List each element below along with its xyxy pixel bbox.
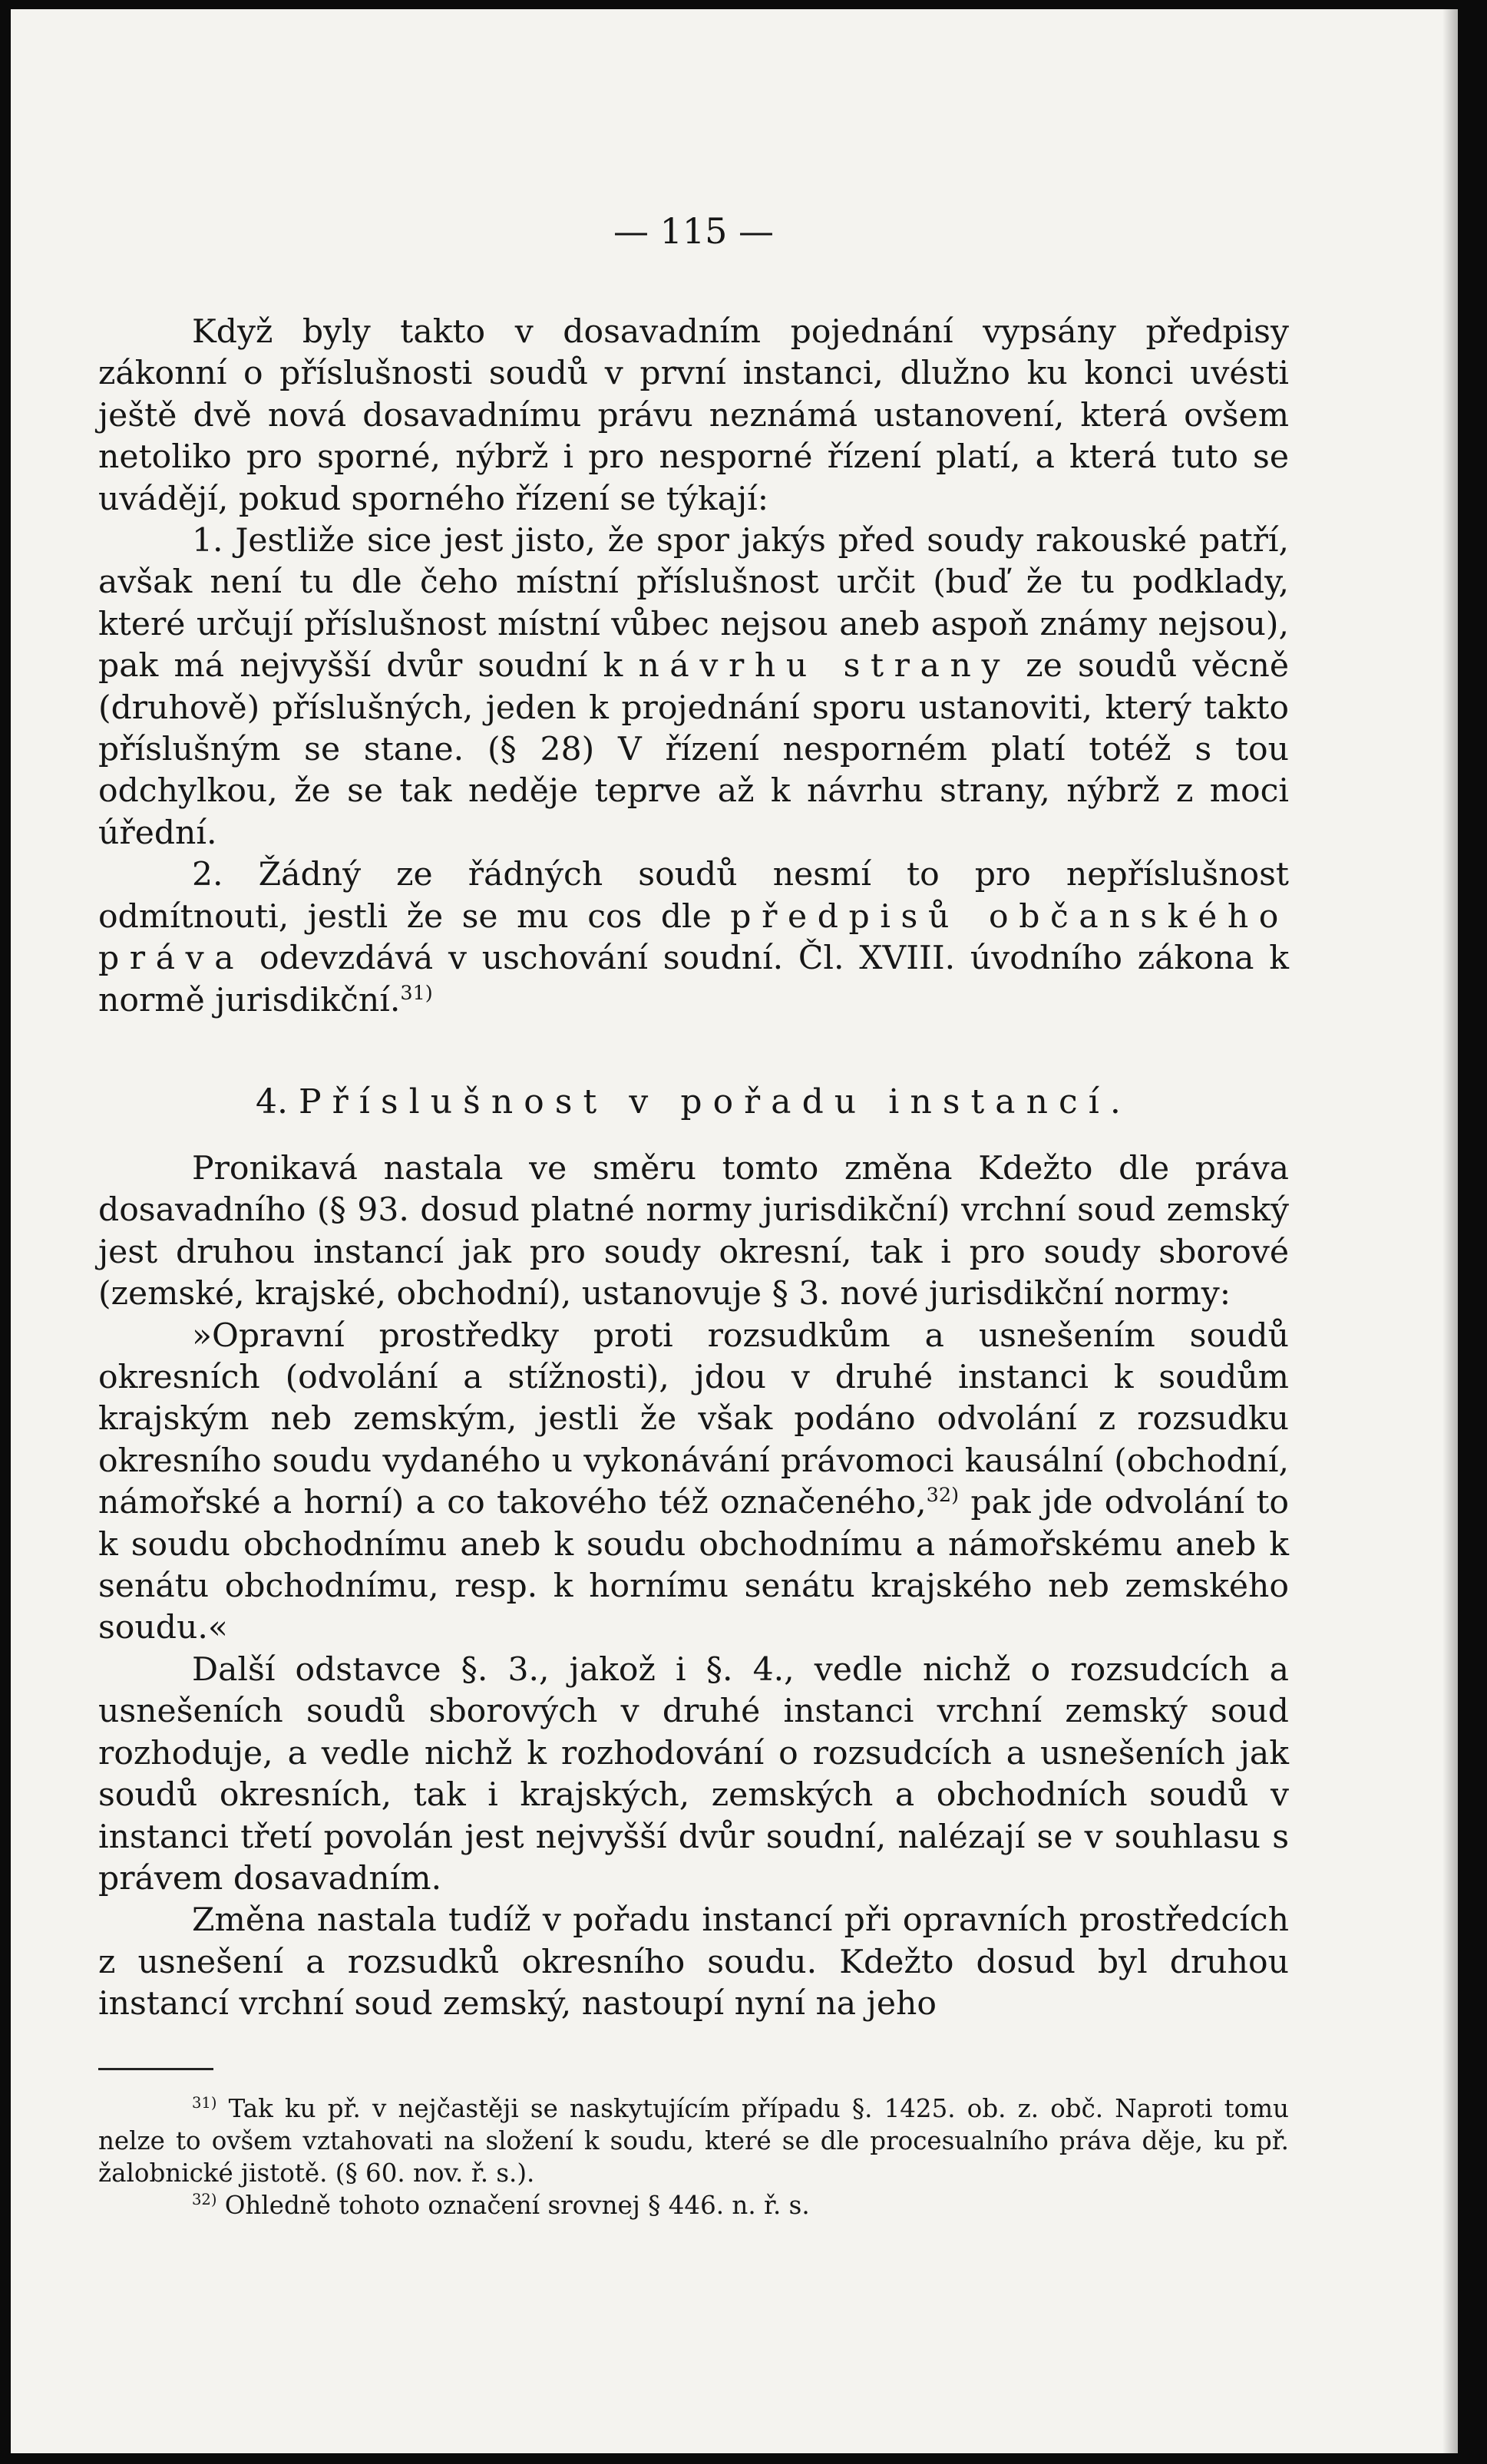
footnotes xyxy=(98,2092,1289,2221)
footnote-divider xyxy=(98,2068,213,2070)
footnote-32: $^{32)}$ Ohledně tohoto označení srovnej § 446. n. ř. s. xyxy=(192,2191,810,2220)
paragraph-point-1: 1. Jestliže sice jest jisto, že spor jakýs před soudy rakouské patří, avšak není tu dle čeho místní příslušnost určit (buď že tu podklady, které určují příslušnost místní vůbec nejsou aneb aspoň známy nejsou), pak má nejvyšší dvůr soudní k návrhu strany ze soudů věcně (druhově) příslušných, jeden k projednání sporu ustanoviti, který takto příslušným se stane. (§ 28) V řízení nesporném platí totéž s tou odchylkou, že se tak neděje teprve až k návrhu strany, nýbrž z moci úřední. xyxy=(98,522,1289,852)
section-number: 4. xyxy=(256,1082,288,1121)
paragraph-change: Pronikavá nastala ve směru tomto změna Kdežto dle práva dosavadního (§ 93. dosud platné normy jurisdikční) vrchní soud zemský jest druhou instancí jak pro soudy okresní, tak i pro soudy sborové (zemské, krajské, obchodní), ustanovuje § 3. nové jurisdikční normy: xyxy=(98,1150,1289,1313)
emphasis-text: návrhu strany xyxy=(638,647,1011,685)
page-number: — 115 — xyxy=(613,210,775,252)
footnote-ref: 31) xyxy=(400,981,433,1005)
footnote-ref: 32) xyxy=(926,1484,960,1508)
text-block-upper xyxy=(98,312,1289,1022)
text-block-lower xyxy=(98,1148,1289,2026)
footnote-mark: 32) xyxy=(192,2191,217,2209)
paragraph-point-2: 2. Žádný ze řádných soudů nesmí to pro nepříslušnost odmítnouti, jestli že se mu cos dle předpisů občanského práva odevzdává v uschování soudní. Čl. XVIII. úvodního zákona k normě jurisdikční.$^{31)}$ xyxy=(98,856,1289,1019)
book-page xyxy=(11,9,1458,2453)
paragraph-quote: »Opravní prostředky proti rozsudkům a usnešením soudů okresních (odvolání a stížnosti), jdou v druhé instanci k soudům krajským neb zemským, jestli že však podáno odvolání z rozsudku okresního soudu vydaného u vykonávání právomoci kausální (obchodní, námořské a horní) a co takového též označeného,$^{32)}$ pak jde odvolání to k soudu obchodnímu aneb k soudu obchodnímu a námořskému aneb k senátu obchodnímu, resp. k hornímu senátu krajského neb zemského soudu.« xyxy=(98,1316,1290,1647)
section-heading xyxy=(98,1082,1289,1121)
section-title: Příslušnost v pořadu instancí. xyxy=(299,1082,1132,1121)
paragraph-intro: Když byly takto v dosavadním pojednání vypsány předpisy zákonní o příslušnosti soudů v první instanci, dlužno ku konci uvésti ještě dvě nová dosavadnímu právu neznámá ustanovení, která ovšem netoliko pro sporné, nýbrž i pro nesporné řízení platí, a která tuto se uvádějí, pokud sporného řízení se týkají: xyxy=(98,313,1289,518)
footnote-mark: 31) xyxy=(192,2094,217,2112)
footnote-31: $^{31)}$ Tak ku př. v nejčastěji se naskytujícím případu §. 1425. ob. z. obč. Naproti tomu nelze to ovšem vztahovati na složení k soudu, které se dle procesualního práva děje, ku př. žalobnické jistotě. (§ 60. nov. ř. s.). xyxy=(98,2094,1289,2188)
paragraph-further: Další odstavce §. 3., jakož i §. 4., vedle nichž o rozsudcích a usnešeních soudů sborových v druhé instanci vrchní zemský soud rozhoduje, a vedle nichž k rozhodování o rozsudcích a usnešeních jak soudů okresních, tak i krajských, zemských a obchodních soudů v instanci třetí povolán jest nejvyšší dvůr soudní, nalézají se v souhlasu s právem dosavadním. xyxy=(98,1650,1289,1898)
paragraph-conclusion: Změna nastala tudíž v pořadu instancí při opravních prostředcích z usnešení a rozsudků okresního soudu. Kdežto dosud byl druhou instancí vrchní soud zemský, nastoupí nyní na jeho xyxy=(98,1901,1289,2023)
emphasis-text: předpisů občanského práva xyxy=(98,897,1289,978)
